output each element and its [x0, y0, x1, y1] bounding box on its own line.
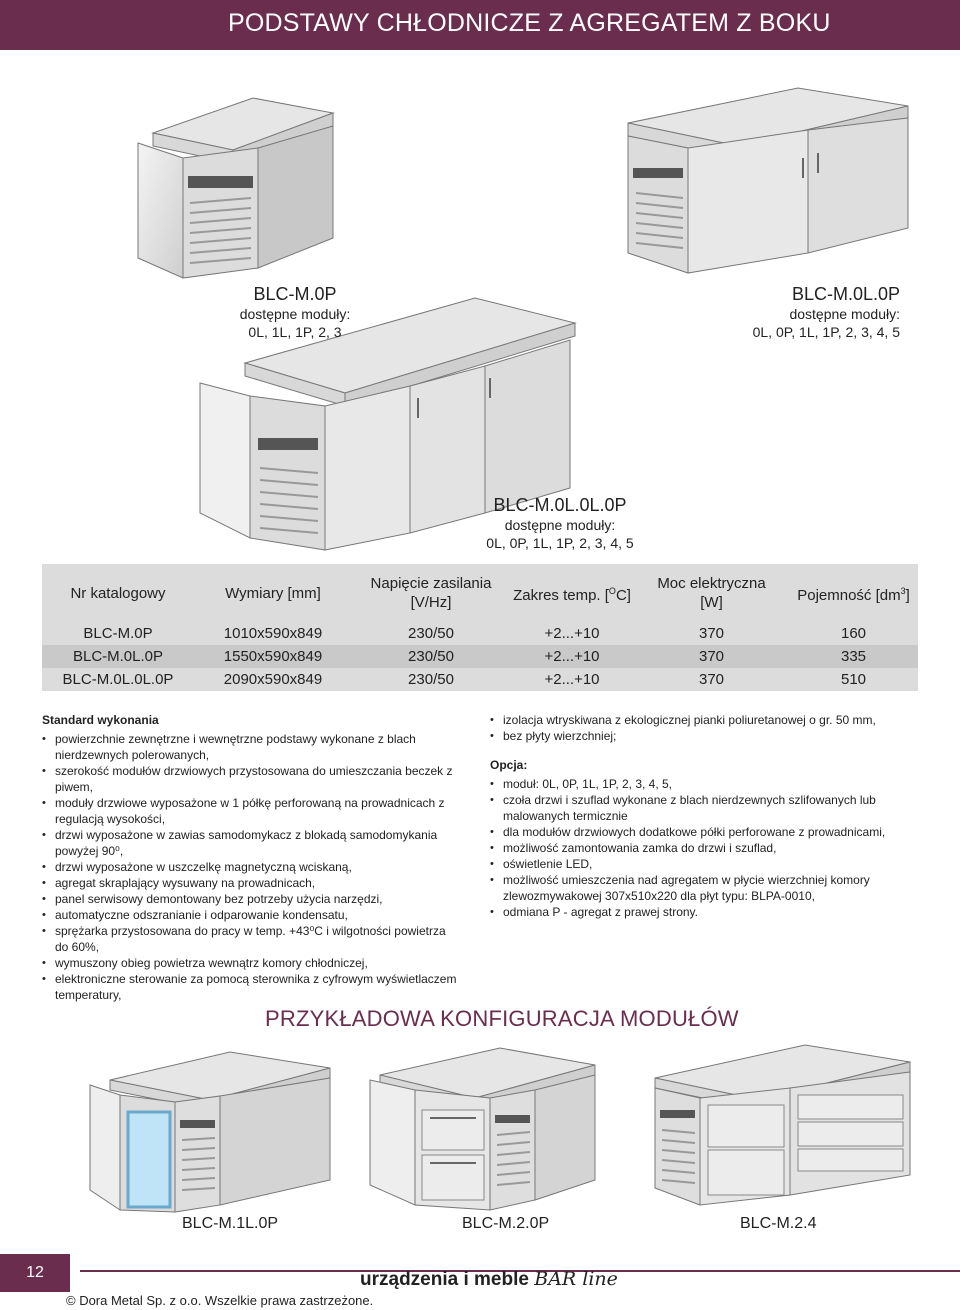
cell-dims: 1010x590x849 — [194, 622, 352, 645]
header-temperature-sup: O — [608, 585, 616, 596]
list-item: • czoła drzwi i szuflad wykonane z blach nierdzewnych szlifowanych lub malowanych termicznie — [490, 792, 920, 824]
header-voltage-line2: [V/Hz] — [410, 594, 452, 611]
config-label-2: BLC-M.2.0P — [462, 1215, 550, 1232]
list-item: • bez płyty wierzchniej; — [490, 728, 920, 744]
config-label-3: BLC-M.2.4 — [740, 1215, 817, 1232]
product-modules: 0L, 1L, 1P, 2, 3 — [248, 324, 342, 340]
list-item: • panel serwisowy demontowany bez potrzeby użycia narzędzi, — [42, 891, 462, 907]
cell-power: 370 — [634, 668, 789, 691]
cell-capacity: 510 — [789, 668, 918, 691]
list-item: • elektroniczne sterowanie za pomocą sterownika z cyfrowym wyświetlaczem temperatury, — [42, 971, 462, 1003]
header-capacity-sup: 3 — [900, 585, 906, 596]
header-power-line1: Moc elektryczna — [657, 575, 766, 592]
cell-dims: 2090x590x849 — [194, 668, 352, 691]
cell-catalog: BLC-M.0L.0P — [42, 645, 194, 668]
cell-catalog: BLC-M.0P — [42, 622, 194, 645]
page-title: PODSTAWY CHŁODNICZE Z AGREGATEM Z BOKU — [228, 9, 831, 37]
options-list — [490, 776, 920, 920]
spec-table-header — [42, 564, 918, 622]
product-image-blc-m-0l-0p — [608, 78, 928, 288]
brand-text — [360, 1268, 618, 1291]
list-item: • powierzchnie zewnętrzne i wewnętrzne podstawy wykonane z blach nierdzewnych polerowanych, — [42, 731, 462, 763]
options-title: Opcja: — [490, 758, 528, 772]
header-temperature-pre: Zakres temp. [ — [513, 586, 609, 604]
product-caption-3 — [440, 495, 680, 552]
product-modules-label: dostępne moduły: — [789, 306, 900, 322]
header-voltage-line1: Napięcie zasilania — [370, 575, 492, 592]
product-model: BLC-M.0P — [253, 284, 337, 304]
cell-voltage: 230/50 — [352, 645, 510, 668]
product-image-blc-m-0p — [128, 58, 358, 288]
config-image-blc-m-2-4 — [630, 1040, 920, 1220]
table-row — [42, 645, 918, 668]
list-item: • sprężarka przystosowana do pracy w temp. +43⁰C i wilgotności powietrza do 60%, — [42, 923, 462, 955]
config-image-blc-m-1l-0p — [80, 1040, 350, 1220]
cell-dims: 1550x590x849 — [194, 645, 352, 668]
list-item: • agregat skraplający wysuwany na prowadnicach, — [42, 875, 462, 891]
page-number: 12 — [0, 1254, 70, 1292]
cell-power: 370 — [634, 645, 789, 668]
cell-temp: +2...+10 — [510, 645, 634, 668]
brand-name: urządzenia i meble — [360, 1269, 529, 1290]
header-power — [634, 564, 789, 622]
header-dimensions: Wymiary [mm] — [194, 564, 352, 622]
product-caption-1 — [190, 284, 400, 341]
header-temperature-post: C] — [615, 586, 631, 604]
list-item: • drzwi wyposażone w zawias samodomykacz z blokadą samodomykania powyżej 90⁰, — [42, 827, 462, 859]
product-caption-2 — [690, 284, 900, 341]
header-power-line2: [W] — [700, 594, 723, 611]
list-item: • izolacja wtryskiwana z ekologicznej pianki poliuretanowej o gr. 50 mm, — [490, 712, 920, 728]
product-modules-label: dostępne moduły: — [239, 306, 351, 322]
cell-capacity: 160 — [789, 622, 918, 645]
product-model: BLC-M.0L.0L.0P — [493, 495, 627, 515]
cell-temp: +2...+10 — [510, 622, 634, 645]
brand-script: BAR line — [534, 1268, 618, 1290]
standard-continued-list — [490, 712, 920, 744]
standard-section — [42, 712, 462, 1003]
cell-voltage: 230/50 — [352, 668, 510, 691]
list-item: • dla modułów drzwiowych dodatkowe półki perforowane z prowadnicami, — [490, 824, 920, 840]
list-item: • oświetlenie LED, — [490, 856, 920, 872]
standard-list — [42, 731, 462, 1003]
header-catalog: Nr katalogowy — [42, 564, 194, 622]
header-capacity-post: ] — [905, 586, 910, 604]
list-item: • możliwość umieszczenia nad agregatem w płycie wierzchniej komory zlewozmywakowej 307x510x220 dla płyt typu: BLPA-0010, — [490, 872, 920, 904]
config-image-blc-m-2-0p — [360, 1040, 610, 1220]
cell-temp: +2...+10 — [510, 668, 634, 691]
spec-table — [42, 564, 918, 691]
cell-catalog: BLC-M.0L.0L.0P — [42, 668, 194, 691]
list-item: • możliwość zamontowania zamka do drzwi i szuflad, — [490, 840, 920, 856]
table-row — [42, 668, 918, 691]
cell-power: 370 — [634, 622, 789, 645]
header-capacity-pre: Pojemność [dm — [797, 586, 901, 604]
header-capacity — [789, 564, 918, 622]
cell-voltage: 230/50 — [352, 622, 510, 645]
header-temperature — [510, 564, 634, 622]
page-header — [0, 0, 960, 50]
standard-title: Standard wykonania — [42, 713, 159, 727]
copyright: © Dora Metal Sp. z o.o. Wszelkie prawa zastrzeżone. — [66, 1293, 374, 1308]
cell-capacity: 335 — [789, 645, 918, 668]
config-label-1: BLC-M.1L.0P — [182, 1215, 279, 1232]
product-model: BLC-M.0L.0P — [791, 284, 900, 304]
product-modules: 0L, 0P, 1L, 1P, 2, 3, 4, 5 — [752, 324, 900, 340]
product-modules-label: dostępne moduły: — [504, 517, 616, 533]
list-item: • odmiana P - agregat z prawej strony. — [490, 904, 920, 920]
product-modules: 0L, 0P, 1L, 1P, 2, 3, 4, 5 — [486, 535, 634, 551]
list-item: • moduł: 0L, 0P, 1L, 1P, 2, 3, 4, 5, — [490, 776, 920, 792]
config-title: PRZYKŁADOWA KONFIGURACJA MODUŁÓW — [265, 1006, 739, 1031]
options-section — [490, 757, 920, 920]
list-item: • wymuszony obieg powietrza wewnątrz komory chłodniczej, — [42, 955, 462, 971]
list-item: • drzwi wyposażone w uszczelkę magnetyczną wciskaną, — [42, 859, 462, 875]
list-item: • automatyczne odszranianie i odparowanie kondensatu, — [42, 907, 462, 923]
standard-continued-section — [490, 712, 920, 744]
list-item: • szerokość modułów drzwiowych przystosowana do umieszczania beczek z piwem, — [42, 763, 462, 795]
header-voltage — [352, 564, 510, 622]
list-item: • moduły drzwiowe wyposażone w 1 półkę perforowaną na prowadnicach z regulacją wysokości, — [42, 795, 462, 827]
table-row — [42, 622, 918, 645]
